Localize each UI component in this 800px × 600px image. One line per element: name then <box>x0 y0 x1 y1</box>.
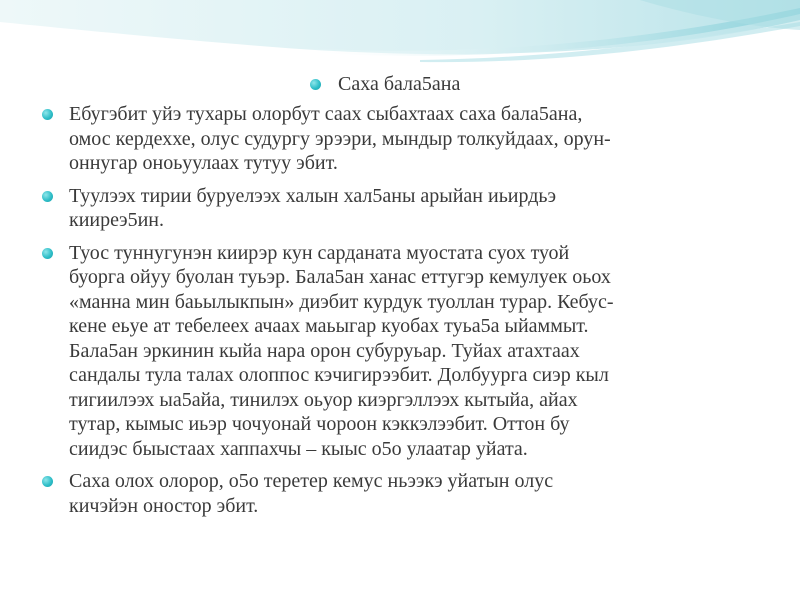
bullet-icon <box>42 191 53 202</box>
line: оннугар оноьуулаах тутуу эбит. <box>69 152 338 174</box>
paragraph-2 <box>36 184 752 233</box>
bullet-icon <box>42 476 53 487</box>
line: Ебугэбит уйэ тухары олорбут саах сыбахтаах саха бала5ана, <box>69 103 583 125</box>
paragraph-3 <box>36 241 752 462</box>
line: Саха олох олорор, о5о теретер кемус ньээкэ уйатын олус <box>69 470 554 492</box>
slide-content <box>36 72 752 526</box>
bullet-icon <box>42 248 53 259</box>
line: Туулээх тирии буруелээх халын хал5аны арыйан иьирдьэ <box>69 184 557 207</box>
paragraph-1 <box>36 102 752 176</box>
line: Туос туннугунэн киирэр кун сарданата муостата суох туой <box>69 241 570 264</box>
line: тигиилээх ыа5айа, тинилэх оьуор киэргэллээх кытыйа, айах <box>69 388 578 411</box>
line: Бала5ан эркинин кыйа нара орон субуруьар. Туйах атахтаах <box>69 339 580 362</box>
bullet-icon <box>310 79 321 90</box>
line: тутар, кымыс иьэр чочуонай чороон кэккэлээбит. Оттон бу <box>69 413 570 435</box>
paragraph-4 <box>36 469 752 518</box>
heading-text: Саха бала5ана <box>338 73 461 95</box>
line: сандалы тула талах олоппос кэчигирээбит. Долбуурга сиэр кыл <box>69 364 609 386</box>
line: кииреэ5ин. <box>69 209 164 231</box>
bullet-icon <box>42 109 53 120</box>
line: сиидэс быыстаах хаппахчы – кыыс о5о улаатар уйата. <box>69 437 528 460</box>
line: кене еьуе ат тебелеех ачаах маьыгар куобах туьа5а ыйаммыт. <box>69 315 589 337</box>
slide-heading <box>302 72 752 96</box>
line: «манна мин баьылыкпын» диэбит курдук туоллан турар. Кебус- <box>69 290 614 313</box>
line: буорга ойуу буолан туьэр. Бала5ан ханас еттугэр кемулуек оьох <box>69 266 611 288</box>
line: кичэйэн оностор эбит. <box>69 494 259 517</box>
line: омос кердеххе, олус судургу эрээри, мындыр толкуйдаах, орун- <box>69 127 611 150</box>
